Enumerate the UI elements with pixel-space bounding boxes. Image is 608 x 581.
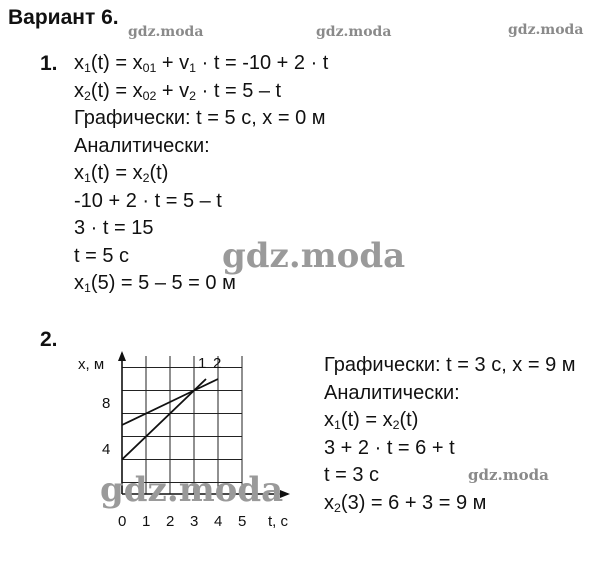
equation-text: -10 + 2 · t = 5 – t [74,189,222,212]
subscript: 1 [334,418,341,433]
equation-line [324,490,486,521]
equation-text: x [324,491,334,514]
subscript: 2 [392,418,400,433]
equation-line [74,270,236,301]
equation-text: x [74,52,84,74]
equation-line [74,105,326,131]
equation-line [324,462,379,488]
page-title: Вариант 6. [8,6,119,29]
x-tick-label: 3 [190,513,199,530]
subscript: 2 [189,88,197,103]
task-2-number: 2. [40,328,58,351]
subscript: 2 [84,88,91,103]
equation-text: · t = -10 + 2 · t [196,52,329,74]
subscript: 1 [84,171,91,186]
x-tick-label: 0 [118,513,127,530]
y-axis-arrow [118,351,126,361]
equation-text: + v [156,79,190,102]
equation-text: x [74,272,84,294]
equation-line [324,380,460,406]
subscript: 1 [84,281,91,296]
equation-text: x [74,79,84,102]
equation-line [74,78,281,109]
equation-text: (t) = x [90,162,143,184]
equation-line [74,243,129,269]
equation-text: + v [156,52,190,74]
watermark: gdz.moda [128,24,204,40]
watermark: gdz.moda [222,236,406,276]
equation-text: Графически: t = 5 с, x = 0 м [74,107,326,129]
subscript: 2 [334,500,341,515]
equation-line [74,133,210,159]
watermark: gdz.moda [316,24,392,40]
subscript: 1 [84,61,91,76]
y-axis-label: x, м [78,356,105,373]
equation-text: x [324,409,334,431]
equation-text: 3 · t = 15 [74,217,154,239]
equation-text: (t) [399,409,419,431]
subscript: 01 [142,61,157,76]
subscript: 1 [189,61,197,76]
equation-text: Аналитически: [324,381,460,404]
equation-line [324,407,418,438]
x-tick-label: 2 [166,513,175,530]
equation-text: (t) = x [340,409,393,431]
equation-line [74,50,328,81]
subscript: 02 [142,88,157,103]
subscript: 2 [142,171,150,186]
equation-text: · t = 5 – t [196,79,282,102]
equation-text: (t) = x [90,79,143,102]
equation-text: x [74,162,84,184]
line-label-1: 1 [198,355,207,372]
equation-line [74,188,222,214]
equation-text: t = 5 с [74,244,130,267]
x-axis-label: t, с [268,513,289,530]
watermark: gdz.moda [100,470,284,510]
equation-text: 3 + 2 · t = 6 + t [324,436,455,459]
equation-text: t = 3 с [324,464,380,486]
task-1-number: 1. [40,52,58,75]
watermark: gdz.moda [508,22,584,38]
equation-text: Аналитически: [74,134,210,157]
equation-text: (3) = 6 + 3 = 9 м [340,491,487,514]
equation-line [74,160,168,191]
equation-line [74,215,154,241]
x-tick-label: 4 [214,513,223,530]
equation-line [324,435,455,461]
equation-line [324,352,576,378]
line-label-2: 2 [213,355,222,372]
x-tick-label: 5 [238,513,247,530]
y-tick-label: 8 [102,395,111,412]
equation-text: (t) = x [90,52,143,74]
x-tick-label: 1 [142,513,151,530]
y-tick-label: 4 [102,441,111,458]
watermark: gdz.moda [468,466,549,484]
equation-text: (5) = 5 – 5 = 0 м [90,272,236,294]
equation-text: Графически: t = 3 с, x = 9 м [324,354,576,376]
equation-text: (t) [149,162,169,184]
